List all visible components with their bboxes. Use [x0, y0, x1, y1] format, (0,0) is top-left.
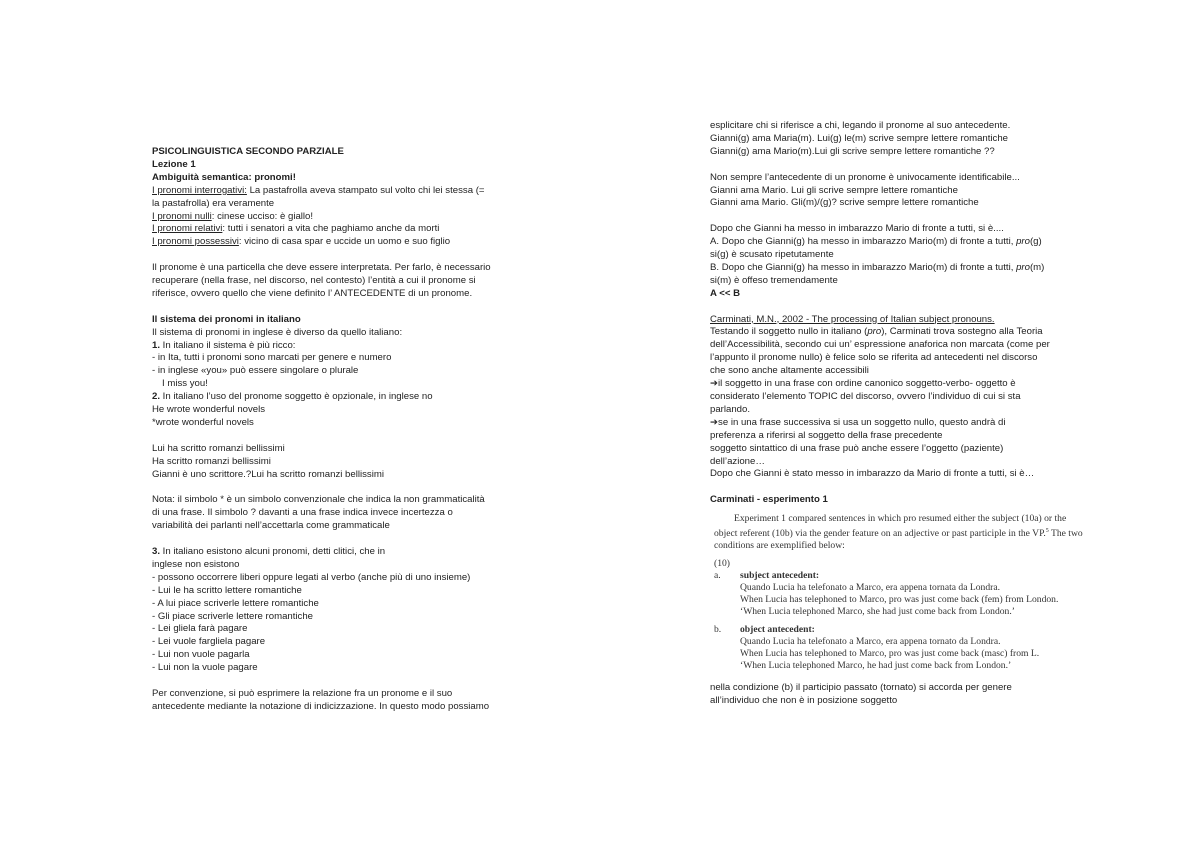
excerpt-b-line: When Lucia has telephoned to Marco, pro was just come back (masc) from L.: [740, 648, 1040, 660]
clitici-item: - Lui le ha scritto lettere romantiche: [152, 584, 302, 596]
carminati-reference: Carminati, M.N., 2002 - The processing of Italian subject pronouns.: [710, 313, 995, 325]
point-2: 2. In italiano l’uso del pronome soggetto è opzionale, in inglese no: [152, 391, 433, 403]
final-line: antecedente mediante la notazione di indicizzazione. In questo modo possiamo: [152, 700, 490, 712]
carminati-line: l’appunto il pronome nullo) è felice solo se riferita ad antecedenti nel discorso: [710, 352, 1038, 364]
excerpt-item-b: b. object antecedent:: [714, 624, 815, 636]
paragraph-line: Il pronome è una particella che deve essere interpretata. Per farlo, è necessario: [152, 262, 491, 274]
point-2-a: He wrote wonderful novels: [152, 404, 266, 416]
option-a-line-2: si(g) è scusato ripetutamente: [710, 249, 834, 261]
arrow-line: Dopo che Gianni è stato messo in imbarazzo da Mario di fronte a tutti, si è…: [710, 468, 1035, 480]
arrow-line: soggetto sintattico di una frase può anche essere l’oggetto (paziente): [710, 442, 1004, 454]
experiment-excerpt: [714, 513, 1090, 672]
nota-line: variabilità dei parlanti nell’accettarla come grammaticale: [152, 520, 390, 532]
arrow-line: dell’azione…: [710, 455, 765, 467]
excerpt-a-line: ‘When Lucia telephoned Marco, she had just come back from London.’: [740, 606, 1015, 618]
excerpt-number: (10): [714, 558, 730, 570]
right-page: [710, 120, 1090, 708]
paragraph-line: riferisce, ovvero quello che viene definito l’ ANTECEDENTE di un pronome.: [152, 287, 473, 299]
indexing-line: Gianni(g) ama Maria(m). Lui(g) le(m) scrive sempre lettere romantiche: [710, 132, 1009, 144]
pronomi-nulli-line: I pronomi nulli: cinese ucciso: è giallo!: [152, 210, 314, 222]
nota-line: Nota: il simbolo * è un simbolo convenzionale che indica la non grammaticalità: [152, 494, 485, 506]
option-b-line: B. Dopo che Gianni(g) ha messo in imbarazzo Mario(m) di fronte a tutti, pro(m): [710, 261, 1045, 273]
excerpt-b-line: ‘When Lucia telephoned Marco, he had just come back from London.’: [740, 660, 1012, 672]
system-heading: Il sistema dei pronomi in italiano: [152, 313, 301, 325]
left-page: [152, 146, 532, 714]
clitici-item: - Lei vuole fargliela pagare: [152, 636, 266, 648]
pronomi-interrogativi-cont: la pastafrolla) era veramente: [152, 197, 275, 209]
clitici-item: - Lui non vuole pagarla: [152, 649, 250, 661]
arrow-line: ➔il soggetto in una frase con ordine canonico soggetto-verbo- oggetto è: [710, 378, 1016, 390]
nota-line: di una frase. Il simbolo ? davanti a una frase indica invece incertezza o: [152, 507, 453, 519]
pronomi-possessivi-line: I pronomi possessivi: vicino di casa spar e uccide un uomo e suo figlio: [152, 236, 451, 248]
ambiguity-heading: Ambiguità semantica: pronomi!: [152, 171, 296, 183]
clitici-item: - A lui piace scriverle lettere romantiche: [152, 597, 319, 609]
dopo-intro: Dopo che Gianni ha messo in imbarazzo Mario di fronte a tutti, si è....: [710, 223, 1004, 235]
experiment-heading: Carminati - esperimento 1: [710, 494, 828, 506]
clitici-item: - Lui non la vuole pagare: [152, 662, 258, 674]
example-line: Gianni è uno scrittore.?Lui ha scritto romanzi bellissimi: [152, 468, 384, 480]
ambiguity-line: Gianni ama Mario. Lui gli scrive sempre lettere romantiche: [710, 184, 958, 196]
point-1-a: - in Ita, tutti i pronomi sono marcati per genere e numero: [152, 352, 392, 364]
excerpt-paragraph: Experiment 1 compared sentences in which pro resumed either the subject (10a) or the object referent (10b) via the gender feature on an adjective or past participle in the VP.$^5$ The two conditions are exemplified below:: [714, 513, 1083, 552]
point-1-c: I miss you!: [162, 378, 208, 390]
point-3-cont: inglese non esistono: [152, 558, 240, 570]
excerpt-a-line: Quando Lucia ha telefonato a Marco, era appena tornata da Londra.: [740, 582, 1000, 594]
ambiguity-line: Non sempre l’antecedente di un pronome è univocamente identificabile...: [710, 171, 1020, 183]
point-3: 3. In italiano esistono alcuni pronomi, detti clitici, che in: [152, 546, 386, 558]
arrow-line: considerato l’elemento TOPIC del discorso, ovvero l’individuo di cui si sta: [710, 390, 1021, 402]
carminati-line: dell’Accessibilità, secondo cui un’ espressione anaforica non marcata (come per: [710, 339, 1050, 351]
indexing-line: esplicitare chi si riferisce a chi, legando il pronome al suo antecedente.: [710, 120, 1011, 131]
pronomi-relativi-line: I pronomi relativi: tutti i senatori a vita che paghiamo anche da morti: [152, 223, 440, 235]
ambiguity-line: Gianni ama Mario. Gli(m)/(g)? scrive sempre lettere romantiche: [710, 197, 979, 209]
carminati-line: Testando il soggetto nullo in italiano (pro), Carminati trova sostegno alla Teoria: [710, 326, 1043, 338]
document-title: PSICOLINGUISTICA SECONDO PARZIALE: [152, 146, 344, 157]
arrow-line: parlando.: [710, 403, 751, 415]
example-line: Ha scritto romanzi bellissimi: [152, 455, 271, 467]
option-b-line-2: si(m) è offeso tremendamente: [710, 274, 838, 286]
system-text: Il sistema di pronomi in inglese è diverso da quello italiano:: [152, 326, 403, 338]
ab-comparison: A << B: [710, 287, 741, 299]
carminati-line: che sono anche altamente accessibili: [710, 365, 869, 377]
clitici-item: - possono occorrere liberi oppure legati al verbo (anche più di uno insieme): [152, 571, 471, 583]
point-1-b: - in inglese «you» può essere singolare o plurale: [152, 365, 359, 377]
clitici-item: - Gli piace scriverle lettere romantiche: [152, 610, 314, 622]
closing-line: all’individuo che non è in posizione soggetto: [710, 695, 898, 707]
indexing-line: Gianni(g) ama Mario(m).Lui gli scrive sempre lettere romantiche ??: [710, 145, 995, 157]
closing-line: nella condizione (b) il participio passato (tornato) si accorda per genere: [710, 682, 1012, 694]
arrow-line: ➔se in una frase successiva si usa un soggetto nullo, questo andrà di: [710, 416, 1006, 428]
clitici-item: - Lei gliela farà pagare: [152, 623, 248, 635]
pronomi-interrogativi-line: I pronomi interrogativi: La pastafrolla aveva stampato sul volto chi lei stessa (=: [152, 184, 485, 196]
example-line: Lui ha scritto romanzi bellissimi: [152, 442, 285, 454]
excerpt-b-line: Quando Lucia ha telefonato a Marco, era appena tornato da Londra.: [740, 636, 1001, 648]
excerpt-a-line: When Lucia has telephoned to Marco, pro was just come back (fem) from London.: [740, 594, 1059, 606]
lesson-heading: Lezione 1: [152, 158, 196, 170]
point-1: 1. In italiano il sistema è più ricco:: [152, 339, 296, 351]
option-a-line: A. Dopo che Gianni(g) ha messo in imbarazzo Mario(m) di fronte a tutti, pro(g): [710, 236, 1042, 248]
paragraph-line: recuperare (nella frase, nel discorso, nel contesto) l’entità a cui il pronome si: [152, 275, 476, 287]
final-line: Per convenzione, si può esprimere la relazione fra un pronome e il suo: [152, 687, 453, 699]
point-2-b: *wrote wonderful novels: [152, 417, 254, 428]
excerpt-item-a: a. subject antecedent:: [714, 570, 820, 582]
arrow-line: preferenza a riferirsi al soggetto della frase precedente: [710, 429, 943, 441]
